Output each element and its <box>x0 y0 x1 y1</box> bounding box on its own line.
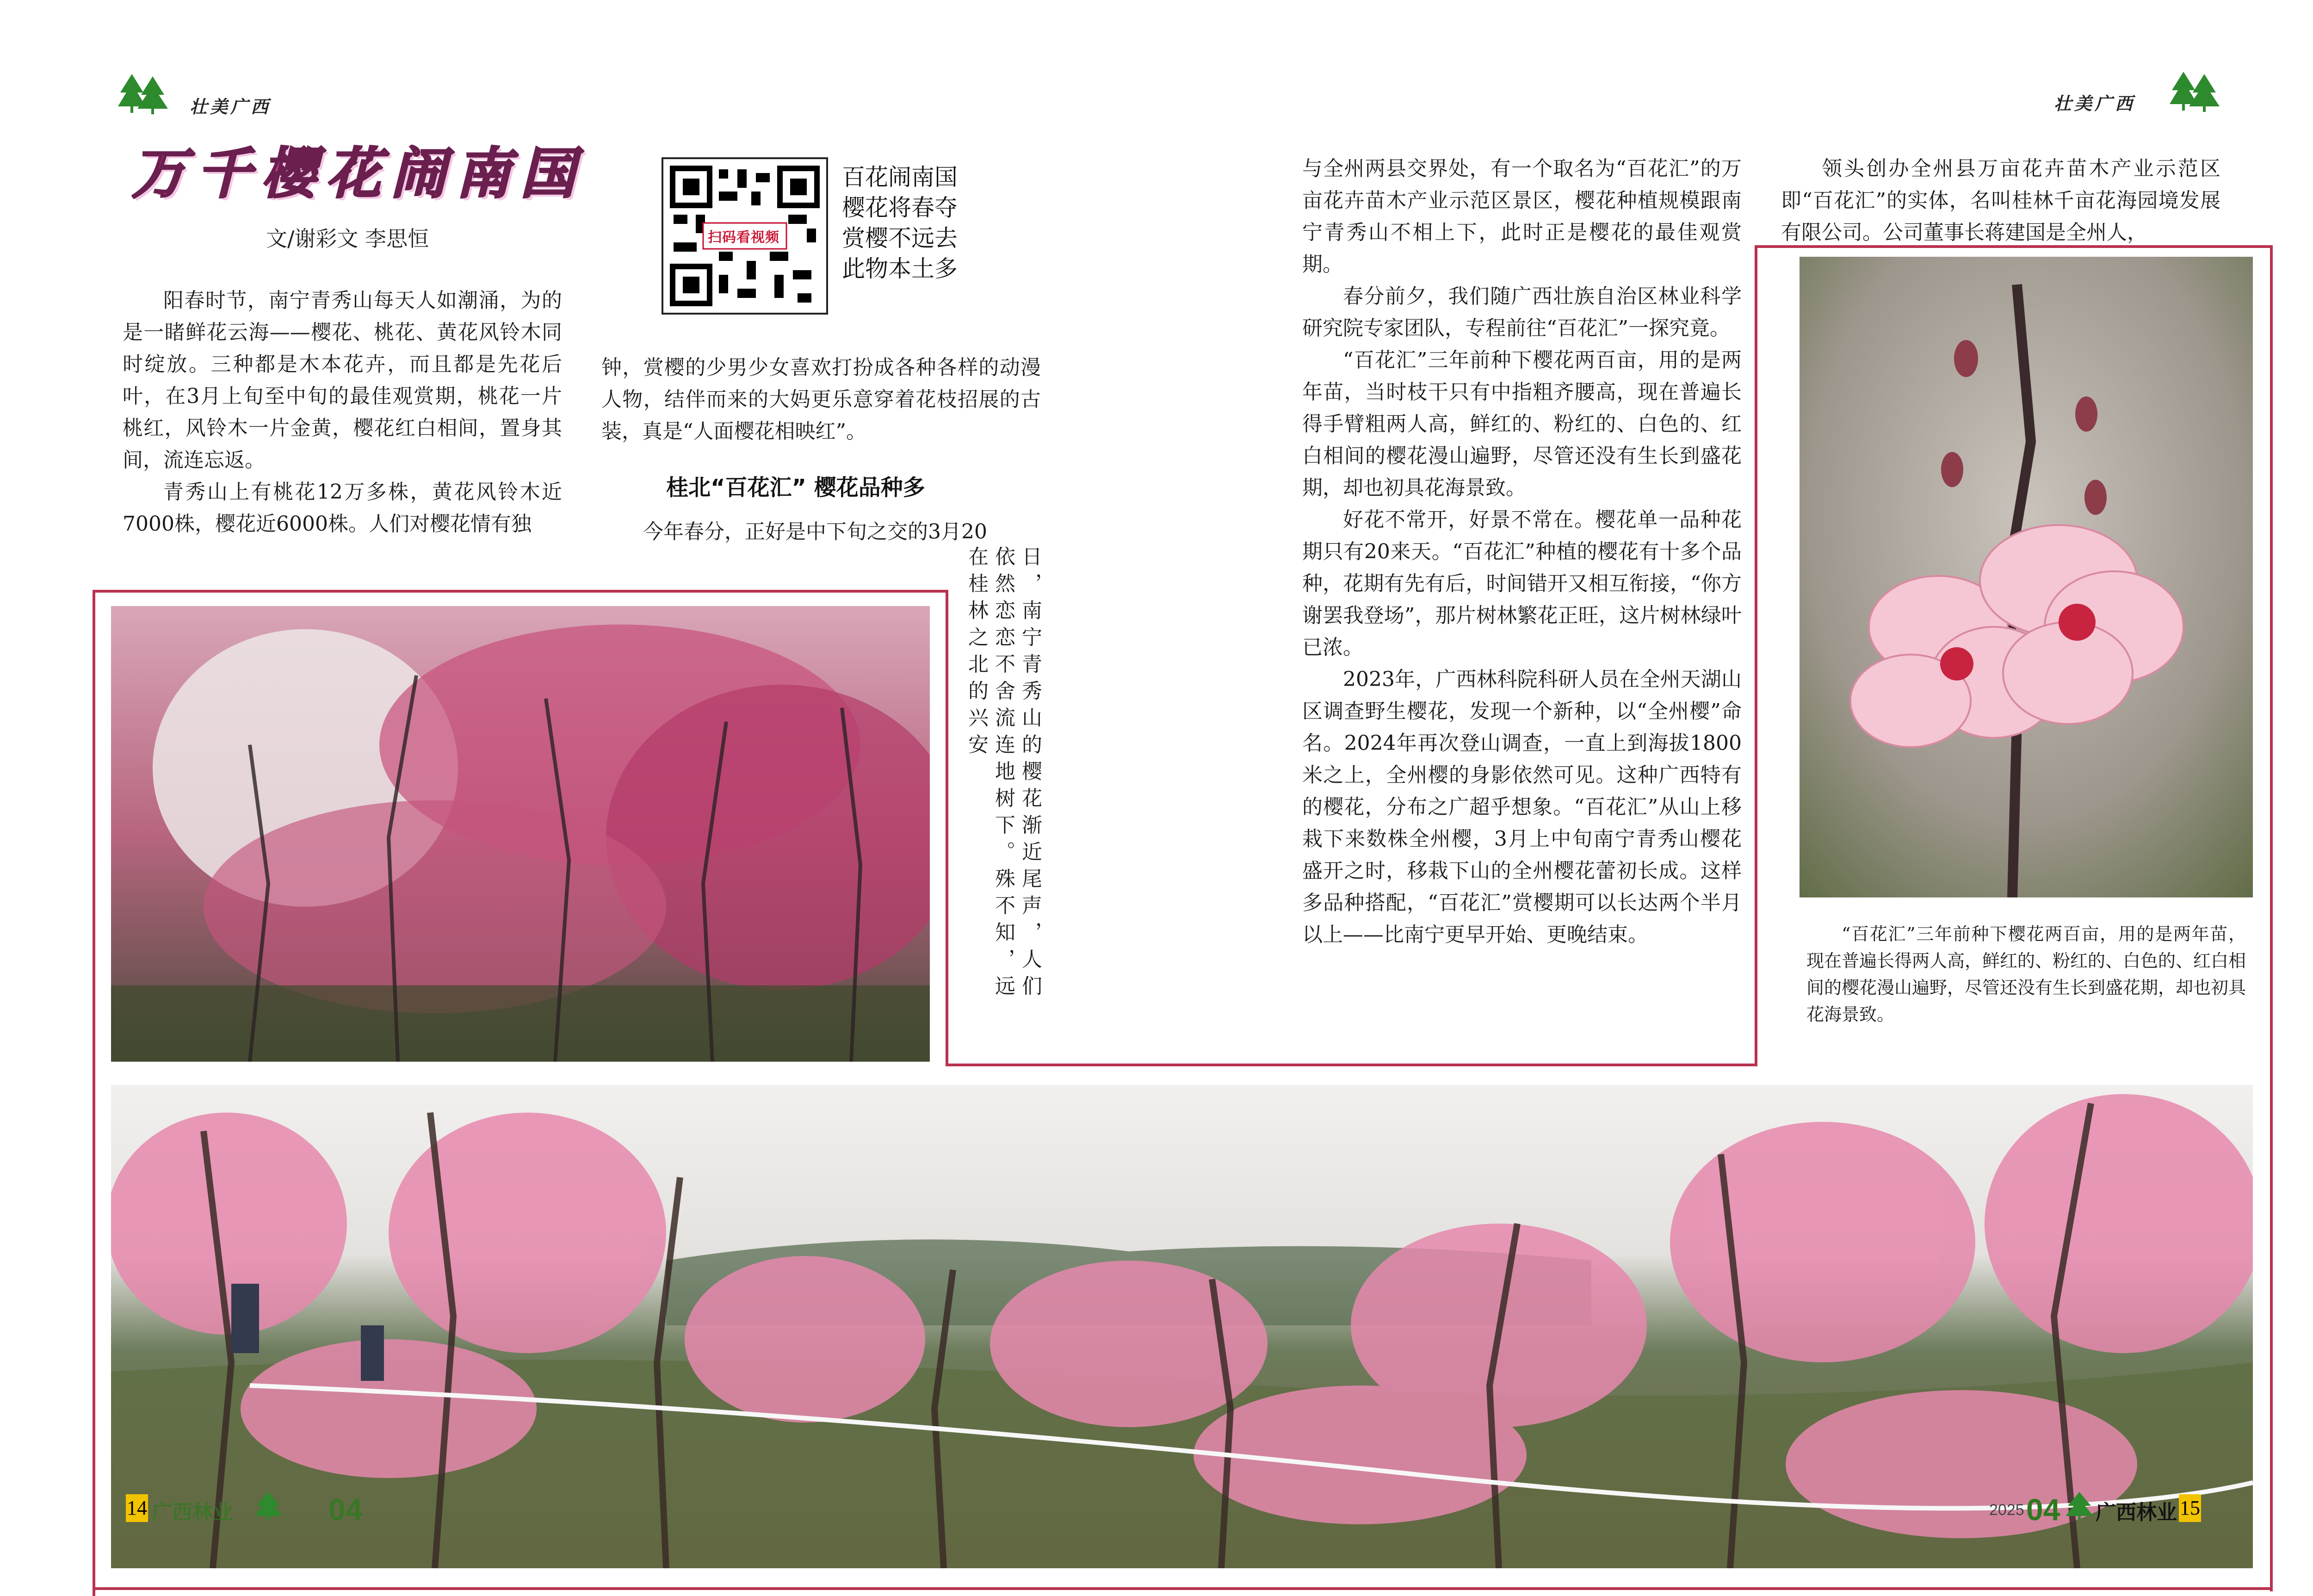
paragraph: 阳春时节，南宁青秀山每天人如潮涌，为的是一睹鲜花云海——樱花、桃花、黄花风铃木同时绽放。三种都是木本花卉，而且都是先花后叶，在3月上旬至中旬的最佳观赏期，桃花一片桃红，风铃木一片金黄，樱花红白相间，置身其间，流连忘返。 <box>123 289 562 472</box>
left-section-rubric: 壮美广西 <box>190 97 272 117</box>
frame-line <box>946 1064 1757 1066</box>
paragraph: 青秀山上有桃花12万多株，黄花风铃木近7000株，樱花近6000株。人们对樱花情有独 <box>123 480 562 536</box>
paragraph: 与全州两县交界处，有一个取名为“百花汇”的万亩花卉苗木产业示范区景区，樱花种植规模跟南宁青秀山不相上下，此时正是樱花的最佳观赏期。 <box>1302 157 1742 276</box>
right-tree-logo <box>2170 72 2220 113</box>
right-magazine-name: 广西林业 <box>2096 1501 2177 1524</box>
paragraph: 钟，赏樱的少男少女喜欢打扮成各种各样的动漫人物，结伴而来的大妈更乐意穿着花枝招展的古装，真是“人面樱花相映红”。 <box>601 356 1041 443</box>
paragraph: 2023年，广西林科院科研人员在全州天湖山区调查野生樱花，发现一个新种，以“全州樱”命名。2024年再次登山调查，一直上到海拔1800米之上，全州樱的身影依然可见。这种广西特有的樱花，分布之广超乎想象。“百花汇”从山上移栽下来数株全州樱，3月上中旬南宁青秀山樱花盛开之时，移栽下山的全州樱花蕾初长成。这样多品种搭配，“百花汇”赏樱期可以长达两个半月以上——比南宁更早开始、更晚结束。 <box>1302 668 1742 946</box>
frame-line <box>93 590 948 593</box>
qr-poem-line: 此物本土多 <box>842 255 958 282</box>
photo-caption <box>1806 921 2246 1028</box>
qr-poem-line: 樱花将春夺 <box>842 194 958 221</box>
column-4 <box>1781 153 2220 248</box>
section-subhead: 桂北“百花汇” 樱花品种多 <box>666 475 925 501</box>
right-section-rubric: 壮美广西 <box>2054 93 2136 114</box>
vertical-text: 日，南宁青秀山的樱花渐近尾声，人们依然恋恋不舍流连地树下。殊不知，远在桂林之北的兴安 <box>965 546 1042 1002</box>
right-page-number: 15 <box>2179 1494 2201 1522</box>
left-page-number: 14 <box>126 1494 148 1522</box>
article-byline: 文/谢彩文 李思恒 <box>266 226 429 251</box>
frame-line <box>93 1587 2273 1590</box>
left-magazine-name: 广西林业 <box>152 1501 233 1524</box>
qr-poem-line: 赏樱不远去 <box>842 225 958 252</box>
frame-line <box>2270 245 2273 1591</box>
left-tree-logo <box>118 74 169 116</box>
right-issue-number: 04 <box>2026 1492 2060 1527</box>
paragraph: 今年春分，正好是中下旬之交的3月20 <box>643 520 987 544</box>
qr-poem-line: 百花闹南国 <box>842 164 958 191</box>
qr-poem <box>842 162 958 284</box>
cherry-blossom-closeup-photo <box>1800 257 2253 897</box>
paragraph: 领头创办全州县万亩花卉苗木产业示范区即“百花汇”的实体，名叫桂林千亩花海园境发展有限公司。公司董事长蒋建国是全州人， <box>1781 157 2220 244</box>
right-footer-tree-icon <box>2066 1492 2093 1522</box>
cherry-grove-photo <box>111 606 930 1062</box>
left-footer-tree-icon <box>254 1492 282 1522</box>
frame-line <box>1755 245 2273 248</box>
article-title: 万千樱花闹南国 <box>132 142 586 205</box>
column-2 <box>601 352 1041 447</box>
column-1 <box>123 285 562 540</box>
paragraph: 春分前夕，我们随广西壮族自治区林业科学研究院专家团队，专程前往“百花汇”一探究竟。 <box>1302 285 1742 340</box>
paragraph: 好花不常开，好景不常在。樱花单一品种花期只有20来天。“百花汇”种植的樱花有十多个品种，花期有先有后，时间错开又相互衔接，“你方谢罢我登场”，那片树林繁花正旺，这片树林绿叶已浓。 <box>1302 508 1742 659</box>
frame-line <box>946 590 948 1066</box>
frame-line <box>1755 245 1757 1066</box>
left-issue-number: 04 <box>328 1492 363 1527</box>
qr-code[interactable] <box>662 157 828 315</box>
paragraph: “百花汇”三年前种下樱花两百亩，用的是两年苗，当时枝干只有中指粗齐腰高，现在普遍长得手臂粗两人高，鲜红的、粉红的、白色的、红白相间的樱花漫山遍野，尽管还没有生长到盛花期，却也初具花海景致。 <box>1302 348 1742 500</box>
right-year: 2025 <box>1989 1501 2024 1519</box>
column-3 <box>1302 153 1742 951</box>
cherry-orchard-panorama-photo <box>111 1085 2253 1568</box>
qr-label: 扫码看视频 <box>708 229 779 246</box>
caption-text: “百花汇”三年前种下樱花两百亩，用的是两年苗，现在普遍长得两人高，鲜红的、粉红的、白色的、红白相间的樱花漫山遍野，尽管还没有生长到盛花期，却也初具花海景致。 <box>1806 924 2246 1025</box>
